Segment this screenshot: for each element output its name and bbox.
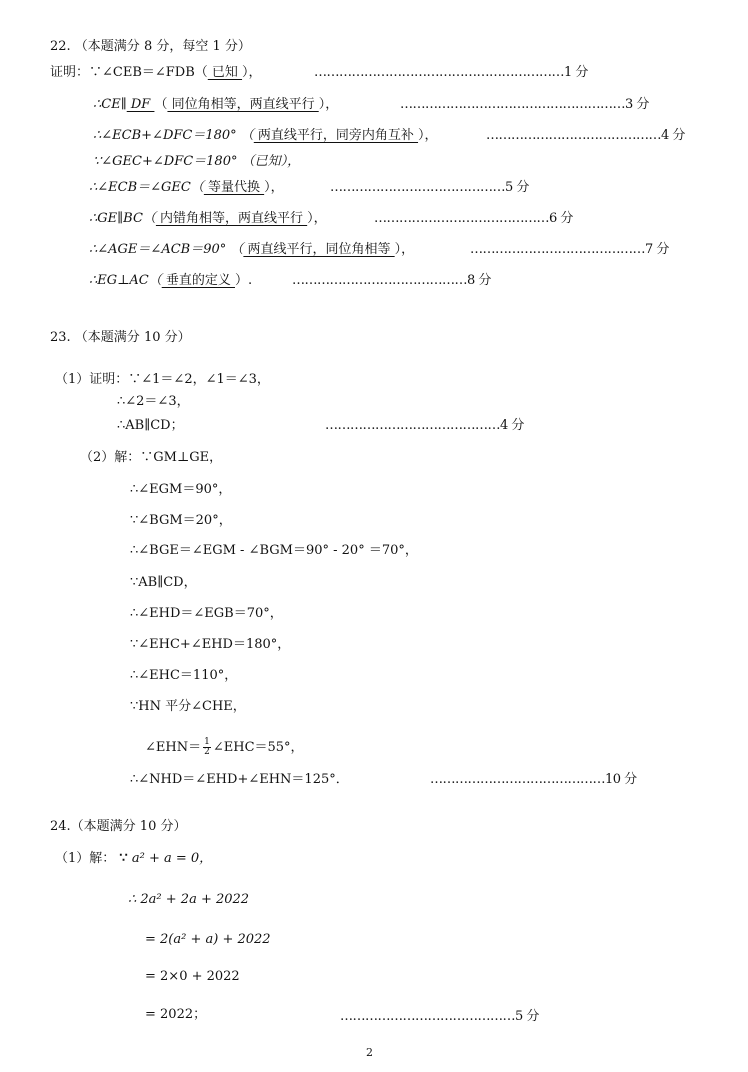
equation-rhs: ∠EHC＝55°， — [212, 740, 304, 755]
answer-blank: 两直线平行，同旁内角互补 — [253, 128, 419, 143]
answer-blank: 同位角相等，两直线平行 — [167, 97, 319, 112]
statement: ∴∠ECB+∠DFC＝180° （ — [93, 128, 254, 143]
q22-line-1 — [50, 64, 262, 82]
fraction-one-half — [203, 738, 211, 757]
q24-line-2: ∴ 2a² + 2a + 2022 — [128, 892, 250, 907]
q22-heading: 22. （本题满分 8 分，每空 1 分） — [50, 39, 251, 54]
answer-blank: 等量代换 — [203, 180, 265, 195]
q22-line-5 — [89, 179, 284, 197]
statement: ∴CE∥ — [93, 97, 127, 112]
q23-p1-line-2: ∴∠2＝∠3， — [117, 394, 190, 409]
q24-line-3: = 2(a² + a) + 2022 — [145, 932, 271, 947]
statement: ∴∠AGE＝∠ACB＝90° （ — [89, 242, 244, 257]
q24-heading: 24.（本题满分 10 分） — [50, 819, 187, 834]
equation-lhs: ∠EHN＝ — [145, 740, 202, 755]
statement-end: ）， — [307, 211, 327, 226]
q23-p1-line-3: ∴AB∥CD； — [117, 418, 184, 433]
q23-p2-line-1: （2）解：∵GM⊥GE， — [80, 450, 223, 465]
paren-open: （ — [154, 97, 168, 112]
statement: ∴∠ECB＝∠GEC（ — [89, 180, 204, 195]
score-dots: ……………………………………6 分 — [374, 211, 573, 226]
q23-p2-line-7: ∵∠EHC+∠EHD＝180°， — [130, 637, 291, 652]
q23-p2-line-5: ∵AB∥CD， — [130, 575, 197, 590]
statement: ∴EG⊥AC（ — [89, 273, 162, 288]
statement: ∴GE∥BC（ — [89, 211, 156, 226]
because-symbol: ∵ — [119, 851, 128, 866]
q24-line-4: = 2×0 + 2022 — [145, 969, 240, 984]
q23-p2-line-2: ∴∠EGM＝90°， — [130, 482, 232, 497]
q22-line-2 — [93, 96, 338, 114]
score-dots: ………………………………………………3 分 — [400, 97, 649, 112]
q23-p2-line-4: ∴∠BGE＝∠EGM - ∠BGM＝90° - 20° ＝70°， — [130, 543, 418, 558]
score-dots: ……………………………………………………1 分 — [314, 65, 588, 80]
score-dots: ……………………………………4 分 — [325, 418, 524, 433]
q23-p2-line-10 — [145, 738, 304, 757]
q24-line-5: = 2022； — [145, 1007, 207, 1022]
statement-end: ）. — [234, 273, 253, 288]
score-dots: ……………………………………10 分 — [430, 772, 637, 787]
fraction-numerator: 1 — [204, 737, 210, 747]
score-dots: ……………………………………4 分 — [486, 128, 685, 143]
statement: 证明：∵∠CEB＝∠FDB（ — [50, 65, 208, 80]
page-number: 2 — [366, 1046, 373, 1059]
q23-p2-line-8: ∴∠EHC＝110°， — [130, 668, 238, 683]
answer-blank: 已知 — [207, 65, 243, 80]
fraction-denominator: 2 — [204, 747, 210, 757]
q24-p1-line-1 — [55, 850, 212, 868]
q23-p1-line-1: （1）证明：∵∠1＝∠2，∠1＝∠3， — [55, 372, 270, 387]
score-dots: ……………………………………5 分 — [330, 180, 529, 195]
q23-p2-line-3: ∵∠BGM＝20°， — [130, 513, 232, 528]
statement-end: ）， — [242, 65, 262, 80]
q23-heading: 23. （本题满分 10 分） — [50, 330, 191, 345]
q22-line-6 — [89, 210, 327, 228]
statement-end: ）， — [418, 128, 438, 143]
given-equation: a² + a = 0， — [131, 851, 213, 866]
q23-p2-line-11: ∴∠NHD＝∠EHD+∠EHN＝125°． — [130, 772, 349, 787]
q23-p2-line-9: ∵HN 平分∠CHE， — [130, 699, 246, 714]
q22-line-8 — [89, 272, 252, 290]
answer-blank: 内错角相等，两直线平行 — [155, 211, 308, 226]
score-dots: ……………………………………5 分 — [340, 1009, 539, 1024]
answer-blank: 两直线平行，同位角相等 — [243, 242, 395, 257]
score-dots: ……………………………………7 分 — [470, 242, 669, 257]
statement-end: ）， — [318, 97, 339, 112]
answer-blank: DF — [126, 97, 155, 112]
statement-end: ）， — [264, 180, 284, 195]
q22-line-7 — [89, 241, 414, 259]
part-label: （1）解： — [55, 851, 116, 866]
q23-p2-line-6: ∴∠EHD＝∠EGB＝70°， — [130, 606, 283, 621]
q22-line-3 — [93, 127, 438, 145]
statement-end: ）， — [394, 242, 415, 257]
q22-line-4: ∵∠GEC+∠DFC＝180° （已知）， — [93, 154, 301, 169]
answer-blank: 垂直的定义 — [161, 273, 235, 288]
score-dots: ……………………………………8 分 — [292, 273, 491, 288]
